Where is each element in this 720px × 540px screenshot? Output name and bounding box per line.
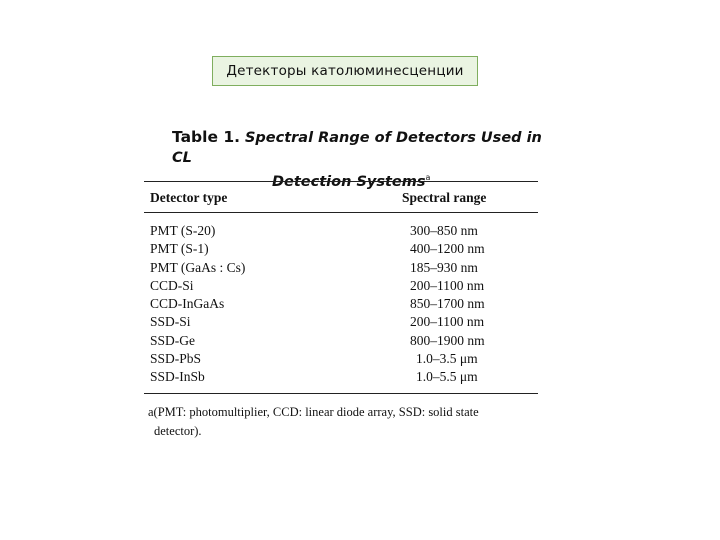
table-row	[140, 240, 540, 258]
spectral-range-cell: 200–1100 nm	[410, 314, 485, 330]
spectral-range-cell: 800–1900 nm	[410, 332, 485, 348]
table-title-label: Table 1.	[172, 128, 241, 146]
table-row	[140, 295, 540, 313]
slide-title: Детекторы католюминесценции	[212, 56, 478, 86]
spectral-range-cell: 400–1200 nm	[410, 241, 485, 257]
detector-type-cell: SSD-PbS	[150, 351, 202, 367]
detector-type-cell: PMT (S-20)	[150, 223, 216, 238]
table-title-line1: Spectral Range of Detectors Used in CL	[172, 130, 542, 166]
detector-type-cell: CCD-InGaAs	[150, 296, 225, 312]
detector-type-cell: PMT (S-1)	[150, 241, 209, 257]
table-row	[140, 368, 540, 386]
table-header-rule	[144, 212, 538, 213]
footnote-line1: a(PMT: photomultiplier, CCD: linear diode array, SSD: solid state	[148, 405, 479, 419]
table-row	[140, 350, 540, 368]
detector-type-cell: SSD-InSb	[150, 369, 205, 385]
footnote-line2: detector).	[154, 424, 202, 438]
table-body	[140, 222, 540, 387]
detector-type-cell: SSD-Ge	[150, 332, 196, 348]
table-row	[140, 277, 540, 295]
table-title-superscript: a	[425, 173, 431, 182]
table-row	[140, 259, 540, 277]
table-title-line2: Detection Systems	[272, 174, 426, 191]
table-row	[140, 222, 540, 240]
spectral-range-cell: 200–1100 nm	[410, 277, 485, 293]
table-row	[140, 332, 540, 350]
table-row	[140, 313, 540, 331]
spectral-range-cell: 300–850 nm	[410, 223, 478, 238]
scanned-table	[140, 118, 552, 448]
detector-type-cell: PMT (GaAs : Cs)	[150, 259, 246, 275]
column-header-spectral-range: Spectral range	[402, 190, 487, 205]
table-bottom-rule	[144, 393, 538, 394]
spectral-range-cell: 1.0–3.5 μm	[416, 351, 478, 367]
spectral-range-cell: 850–1700 nm	[410, 296, 485, 312]
column-header-detector-type: Detector type	[150, 190, 228, 205]
detector-type-cell: SSD-Si	[150, 314, 191, 330]
detector-type-cell: CCD-Si	[150, 277, 194, 293]
table-top-rule	[144, 181, 538, 182]
table-title	[172, 128, 552, 192]
spectral-range-cell: 1.0–5.5 μm	[416, 369, 478, 385]
spectral-range-cell: 185–930 nm	[410, 259, 478, 275]
table-footnote	[148, 403, 544, 441]
